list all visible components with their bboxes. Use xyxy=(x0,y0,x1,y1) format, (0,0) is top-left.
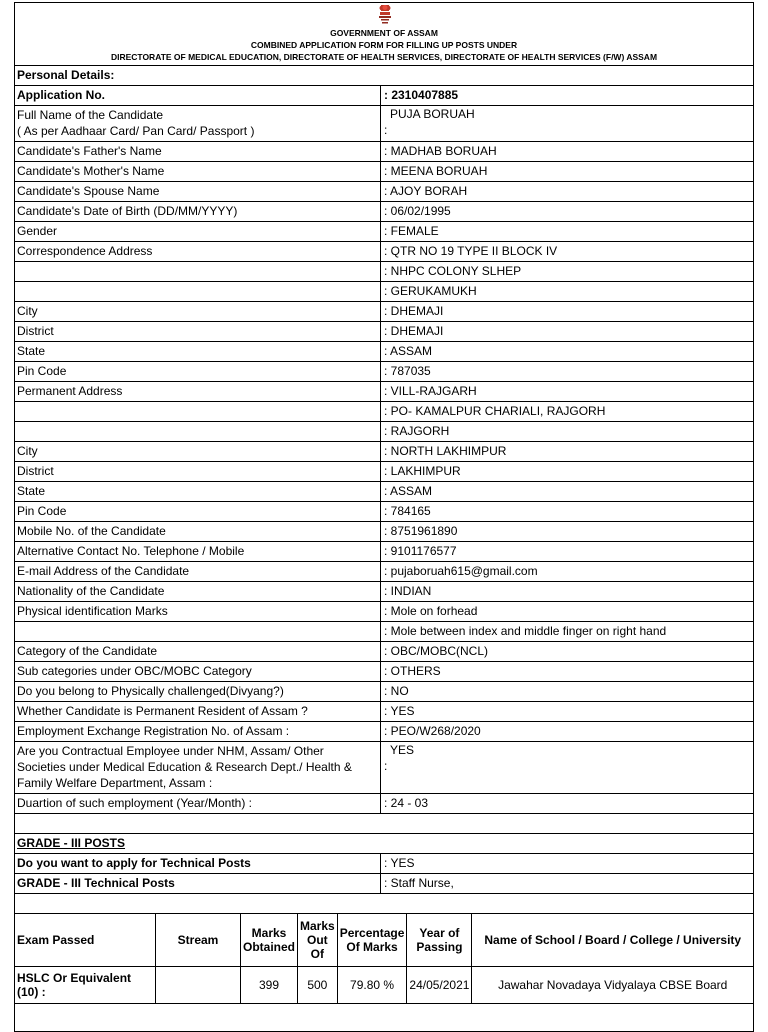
spouse-row xyxy=(15,182,753,202)
perm-address-row-1 xyxy=(15,382,753,402)
spacer-row xyxy=(15,894,753,914)
colon: : xyxy=(384,123,388,137)
field-label: Gender xyxy=(15,222,381,241)
perm-district-row xyxy=(15,462,753,482)
field-value xyxy=(381,106,753,141)
field-value: : 784165 xyxy=(384,504,431,518)
id-marks-row-2 xyxy=(15,622,753,642)
field-value: : NHPC COLONY SLHEP xyxy=(384,264,522,278)
percentage-cell: 79.80 % xyxy=(337,967,407,1004)
field-label: State xyxy=(15,482,381,501)
category-row xyxy=(15,642,753,662)
colon: : xyxy=(384,759,388,773)
full-name-row xyxy=(15,106,753,142)
field-label xyxy=(15,422,381,441)
field-value: : DHEMAJI xyxy=(384,304,444,318)
field-value: : ASSAM xyxy=(384,484,433,498)
field-value xyxy=(381,742,753,793)
corr-address-row-3 xyxy=(15,282,753,302)
field-label: District xyxy=(15,322,381,341)
col-stream: Stream xyxy=(156,914,241,967)
field-value: : PEO/W268/2020 xyxy=(384,724,481,738)
corr-district-row xyxy=(15,322,753,342)
contractual-value: YES xyxy=(390,743,415,757)
field-label-line: Are you Contractual Employee under NHM, Assam/ Other xyxy=(17,744,324,758)
header-form-title: COMBINED APPLICATION FORM FOR FILLING UP POSTS UNDER xyxy=(250,40,518,50)
year-cell: 24/05/2021 xyxy=(407,967,472,1004)
field-label xyxy=(15,262,381,281)
field-value: : OBC/MOBC(NCL) xyxy=(384,644,489,658)
field-value: : YES xyxy=(384,704,415,718)
personal-details-table xyxy=(15,65,753,1004)
field-label xyxy=(15,834,753,853)
field-label-line: Family Welfare Department, Assam : xyxy=(17,776,213,790)
field-value: : 787035 xyxy=(384,364,431,378)
field-label: Pin Code xyxy=(15,502,381,521)
field-label: Whether Candidate is Permanent Resident of Assam ? xyxy=(15,702,381,721)
stream-cell xyxy=(156,967,241,1004)
table-row xyxy=(15,967,753,1004)
field-label: Application No. xyxy=(15,86,381,105)
obtained-cell: 399 xyxy=(241,967,298,1004)
col-school: Name of School / Board / College / University xyxy=(472,914,753,967)
field-value: : AJOY BORAH xyxy=(384,184,468,198)
application-no-row xyxy=(15,86,753,106)
field-label: City xyxy=(15,302,381,321)
father-row xyxy=(15,142,753,162)
field-value: : QTR NO 19 TYPE II BLOCK IV xyxy=(384,244,558,258)
field-label xyxy=(15,106,381,141)
field-label: Alternative Contact No. Telephone / Mobile xyxy=(15,542,381,561)
school-cell: Jawahar Novadaya Vidyalaya CBSE Board xyxy=(472,967,753,1004)
field-value: : 8751961890 xyxy=(384,524,458,538)
spacer-row xyxy=(15,814,753,834)
field-value: : 2310407885 xyxy=(384,88,459,102)
field-label-line: Full Name of the Candidate xyxy=(17,108,164,122)
field-value: : PO- KAMALPUR CHARIALI, RAJGORH xyxy=(384,404,606,418)
field-value: : LAKHIMPUR xyxy=(384,464,461,478)
field-label: Employment Exchange Registration No. of Assam : xyxy=(15,722,381,741)
full-name-value: PUJA BORUAH xyxy=(390,107,475,121)
contractual-row xyxy=(15,742,753,794)
dob-row xyxy=(15,202,753,222)
field-value: : Mole on forhead xyxy=(384,604,478,618)
exchange-row xyxy=(15,722,753,742)
duration-row xyxy=(15,794,753,814)
field-value: : OTHERS xyxy=(384,664,441,678)
col-percentage: Percentage Of Marks xyxy=(337,914,407,967)
out-of-cell: 500 xyxy=(298,967,338,1004)
field-value: : MADHAB BORUAH xyxy=(384,144,497,158)
field-label: E-mail Address of the Candidate xyxy=(15,562,381,581)
perm-state-row xyxy=(15,482,753,502)
field-value: : Staff Nurse, xyxy=(384,876,454,890)
state-emblem-icon xyxy=(378,5,392,25)
perm-address-row-2 xyxy=(15,402,753,422)
field-label: Do you want to apply for Technical Posts xyxy=(15,854,381,873)
field-value: : FEMALE xyxy=(384,224,439,238)
field-value: : VILL-RAJGARH xyxy=(384,384,477,398)
field-label xyxy=(15,622,381,641)
personal-details-heading-row xyxy=(15,66,753,86)
gender-row xyxy=(15,222,753,242)
field-label: Candidate's Mother's Name xyxy=(15,162,381,181)
field-value: : 24 - 03 xyxy=(384,796,429,810)
field-label: City xyxy=(15,442,381,461)
technical-posts-row xyxy=(15,874,753,894)
field-value: : ASSAM xyxy=(384,344,433,358)
field-value: : DHEMAJI xyxy=(384,324,444,338)
field-label: District xyxy=(15,462,381,481)
field-label-line: ( As per Aadhaar Card/ Pan Card/ Passport ) xyxy=(17,124,255,138)
field-label: Duartion of such employment (Year/Month) : xyxy=(15,794,381,813)
field-label xyxy=(15,742,381,793)
corr-city-row xyxy=(15,302,753,322)
field-label: Physical identification Marks xyxy=(15,602,381,621)
header-government: GOVERNMENT OF ASSAM xyxy=(330,28,438,38)
id-marks-row-1 xyxy=(15,602,753,622)
field-label: Nationality of the Candidate xyxy=(15,582,381,601)
field-value: : NO xyxy=(384,684,409,698)
field-label: Candidate's Date of Birth (DD/MM/YYYY) xyxy=(15,202,381,221)
section-title: Personal Details: xyxy=(17,68,115,82)
perm-pin-row xyxy=(15,502,753,522)
field-value: : MEENA BORUAH xyxy=(384,164,488,178)
perm-city-row xyxy=(15,442,753,462)
field-value: : 9101176577 xyxy=(384,544,457,558)
field-label: GRADE - III Technical Posts xyxy=(15,874,381,893)
form-frame xyxy=(14,2,754,1032)
resident-row xyxy=(15,702,753,722)
field-label: Correspondence Address xyxy=(15,242,381,261)
divyang-row xyxy=(15,682,753,702)
col-marks-obtained: Marks Obtained xyxy=(241,914,298,967)
education-header-row xyxy=(15,914,753,967)
field-label: Pin Code xyxy=(15,362,381,381)
field-label: Category of the Candidate xyxy=(15,642,381,661)
field-value: : RAJGORH xyxy=(384,424,450,438)
exam-cell: HSLC Or Equivalent (10) : xyxy=(15,967,156,1004)
corr-address-row-2 xyxy=(15,262,753,282)
field-label-line: Societies under Medical Education & Research Dept./ Health & xyxy=(17,760,352,774)
field-label: State xyxy=(15,342,381,361)
corr-address-row-1 xyxy=(15,242,753,262)
technical-question-row xyxy=(15,854,753,874)
col-year: Year of Passing xyxy=(407,914,472,967)
corr-pin-row xyxy=(15,362,753,382)
field-value: : 06/02/1995 xyxy=(384,204,451,218)
col-exam: Exam Passed xyxy=(15,914,156,967)
field-value: : YES xyxy=(384,856,415,870)
field-label: Do you belong to Physically challenged(Divyang?) xyxy=(15,682,381,701)
grade-title: GRADE - III POSTS xyxy=(17,836,126,850)
field-value: : GERUKAMUKH xyxy=(384,284,477,298)
header-directorates: DIRECTORATE OF MEDICAL EDUCATION, DIRECTORATE OF HEALTH SERVICES, DIRECTORATE OF HEALTH SERVICES (F/W) ASSAM xyxy=(110,52,658,62)
mother-row xyxy=(15,162,753,182)
alt-contact-row xyxy=(15,542,753,562)
field-value: : INDIAN xyxy=(384,584,432,598)
form-header xyxy=(15,3,753,65)
education-table xyxy=(15,914,753,1004)
field-label: Sub categories under OBC/MOBC Category xyxy=(15,662,381,681)
field-value: : pujaboruah615@gmail.com xyxy=(384,564,538,578)
field-label: Permanent Address xyxy=(15,382,381,401)
nationality-row xyxy=(15,582,753,602)
field-value: : Mole between index and middle finger on right hand xyxy=(384,624,667,638)
mobile-row xyxy=(15,522,753,542)
corr-state-row xyxy=(15,342,753,362)
field-label: Candidate's Spouse Name xyxy=(15,182,381,201)
grade-heading-row xyxy=(15,834,753,854)
field-label: Mobile No. of the Candidate xyxy=(15,522,381,541)
field-label xyxy=(15,282,381,301)
col-marks-out-of: Marks Out Of xyxy=(298,914,338,967)
email-row xyxy=(15,562,753,582)
perm-address-row-3 xyxy=(15,422,753,442)
field-value: : NORTH LAKHIMPUR xyxy=(384,444,507,458)
field-label: Candidate's Father's Name xyxy=(15,142,381,161)
field-label xyxy=(15,402,381,421)
subcategory-row xyxy=(15,662,753,682)
